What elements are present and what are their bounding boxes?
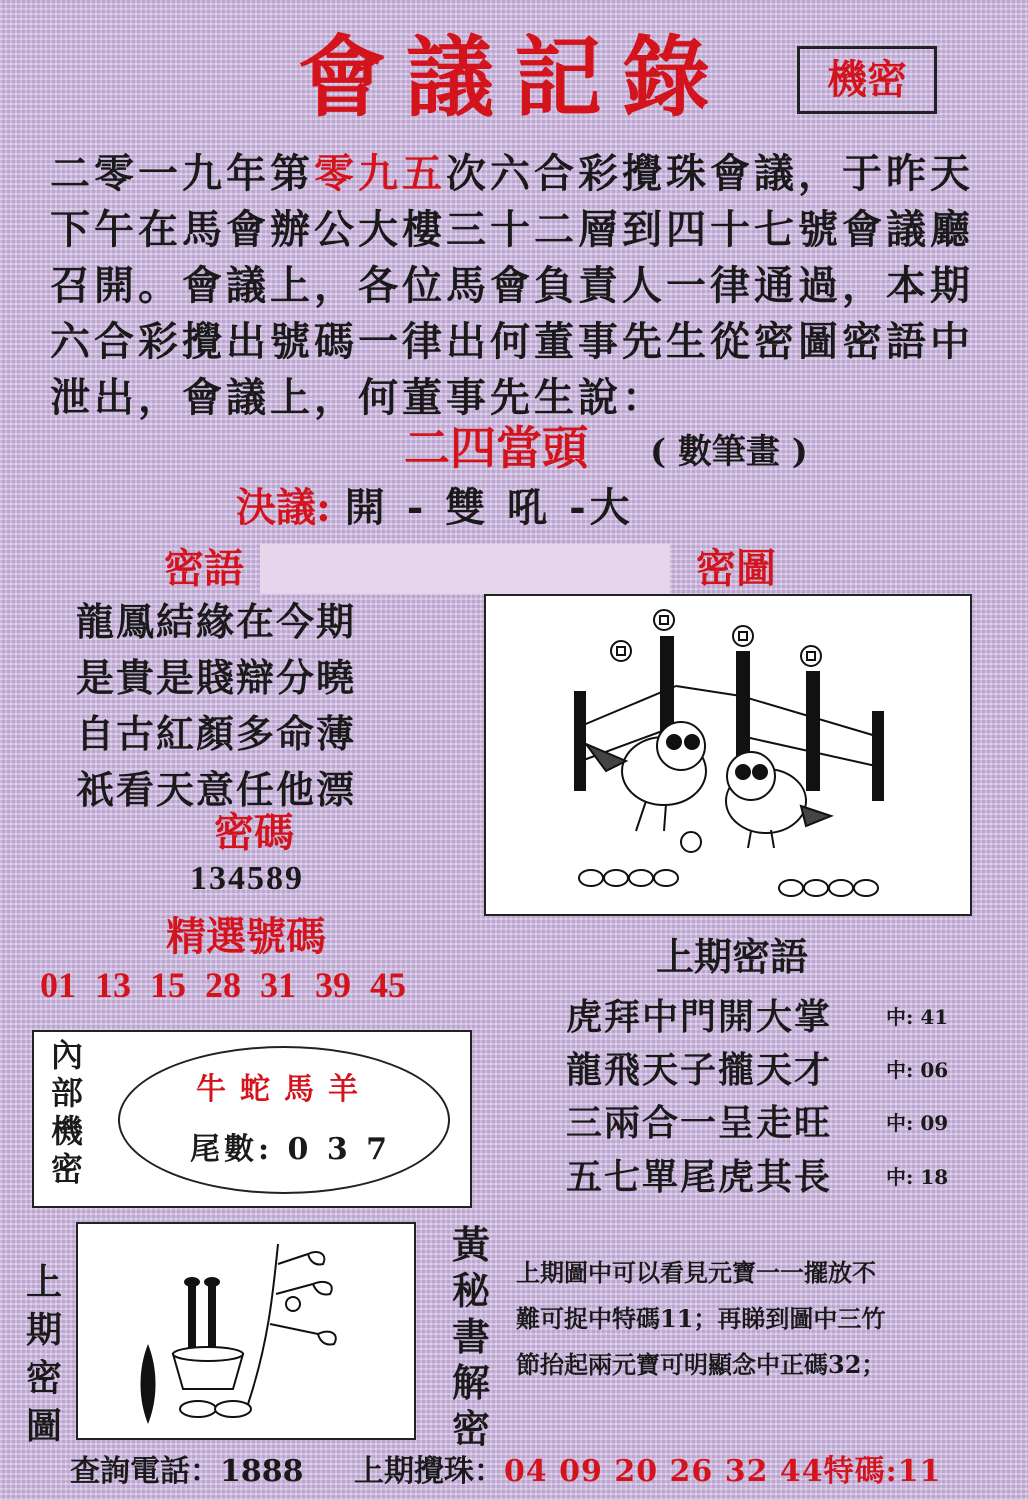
previous-picture-label: [24, 1258, 64, 1450]
inner-secret-label-char: 部: [50, 1074, 83, 1112]
secretary-label-char: 密: [451, 1406, 490, 1451]
explanation-line: 上期圖中可以看見元寶一一擺放不: [516, 1258, 876, 1287]
secretary-label-char: 秘: [451, 1268, 490, 1313]
previous-riddle-line: 五七單尾虎其長: [566, 1156, 833, 1198]
riddle-blank-strip: [260, 544, 670, 594]
explanation-line: 難可捉中特碼11；再睇到圖中三竹: [516, 1304, 886, 1333]
phone-number: 1888: [220, 1454, 304, 1489]
previous-picture-label-char: 上: [25, 1261, 62, 1303]
previous-picture-label-char: 期: [25, 1309, 62, 1351]
previous-riddle-hit: 中: 09: [886, 1111, 949, 1135]
intro-line1-pre: 二零一九年第: [50, 150, 314, 197]
resolution-value: 開 - 雙 吼 -大: [344, 484, 634, 531]
footer: [70, 1452, 942, 1492]
previous-riddle-line: 三兩合一呈走旺: [566, 1102, 833, 1144]
zodiac-text: 牛蛇馬羊: [196, 1072, 372, 1107]
previous-picture-label-char: 圖: [25, 1405, 62, 1447]
picks-numbers: 01 13 15 28 31 39 45: [40, 965, 406, 1005]
tail-value: 0 3 7: [287, 1132, 392, 1167]
riddle-line: 是貴是賤辯分曉: [76, 655, 357, 700]
code-label: 密碼: [214, 809, 294, 856]
draw-numbers: 04 09 20 26 32 44特碼:11: [503, 1454, 942, 1489]
incense-bowl-illustration: [78, 1224, 414, 1438]
page-title: 會議記錄: [297, 25, 730, 129]
birds-fence-illustration: [486, 596, 970, 914]
previous-riddle-hit: 中: 18: [886, 1165, 949, 1189]
tail-digits: [190, 1124, 391, 1168]
riddle-line: 自古紅顏多命薄: [76, 711, 357, 756]
intro-line2: 下午在馬會辦公大樓三十二層到四十七號會議廳: [50, 206, 974, 253]
secretary-label-char: 黃: [451, 1222, 490, 1267]
secret-badge: 機密: [797, 46, 937, 114]
draw-label: 上期攪珠：: [353, 1454, 504, 1489]
previous-riddle-hit: 中: 41: [886, 1005, 949, 1029]
riddle-line: 祇看天意任他漂: [76, 767, 357, 812]
secretary-label-char: 解: [451, 1360, 490, 1405]
previous-riddle-title: 上期密語: [656, 934, 809, 979]
code-value: 134589: [190, 860, 304, 897]
tail-label: 尾數:: [190, 1132, 274, 1167]
intro-line3: 召開。會議上，各位馬會負責人一律通過，本期: [50, 262, 974, 309]
secretary-label: [446, 1222, 496, 1452]
previous-riddle-line: 虎拜中門開大掌: [566, 996, 833, 1038]
intro-line1-post: 次六合彩攪珠會議，于昨天: [446, 150, 974, 197]
inner-secret-label-char: 密: [50, 1150, 83, 1188]
riddle-label: 密語: [164, 545, 244, 592]
clue-note: ( 數筆畫 ): [650, 432, 808, 472]
inner-secret-label-char: 內: [50, 1036, 83, 1074]
explanation-line: 節抬起兩元寶可明顯念中正碼32；: [516, 1350, 886, 1379]
intro-line4: 六合彩攪出號碼一律出何董事先生從密圖密語中: [50, 318, 974, 365]
previous-riddle-hit: 中: 06: [886, 1058, 949, 1082]
clue-text: 二四當頭: [404, 421, 588, 475]
secretary-explanation: [516, 1250, 966, 1388]
picks-label: 精選號碼: [166, 913, 326, 960]
resolution-label: 決議:: [236, 484, 331, 531]
riddle-poem: [76, 594, 356, 818]
previous-picture: [76, 1222, 416, 1440]
riddle-line: 龍鳳結緣在今期: [76, 599, 357, 644]
inner-secret-label: [50, 1036, 84, 1188]
picture-label: 密圖: [696, 545, 776, 592]
riddle-picture: [484, 594, 972, 916]
previous-riddle-line: 龍飛天子攏天才: [566, 1049, 833, 1091]
phone-label: 查詢電話：: [70, 1454, 220, 1489]
issue-number: 零九五: [314, 150, 446, 197]
secretary-label-char: 書: [451, 1314, 490, 1359]
inner-secret-label-char: 機: [50, 1112, 83, 1150]
previous-picture-label-char: 密: [25, 1357, 62, 1399]
resolution: [236, 478, 634, 538]
intro-line5: 泄出，會議上，何董事先生說：: [50, 374, 666, 421]
intro-paragraph: [50, 146, 990, 426]
